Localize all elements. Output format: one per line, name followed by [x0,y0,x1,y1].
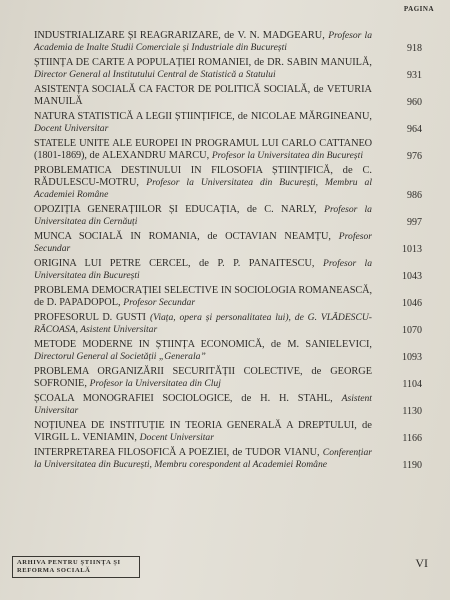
entry-title: METODE MODERNE IN ȘTIINȚA ECONOMICĂ, [34,339,265,350]
contents-entry [34,312,422,336]
entry-title: NATURA STATISTICĂ A LEGII ȘTIINȚIFICE, [34,111,235,122]
contents-entry [34,30,422,54]
entry-by: de [254,57,265,68]
entry-author-role: Director General al Institutului Central de Statistică a Statului [34,69,276,80]
entry-by: de [224,30,235,41]
contents-entry [34,447,422,471]
entry-author: OCTAVIAN NEAMȚU, [225,231,332,242]
entry-page-number: 1130 [402,406,422,417]
entry-page-number: 976 [407,151,422,162]
entry-text [34,57,372,81]
entry-page-number: 918 [407,43,422,54]
entry-author-role: Asistent Universitar [34,393,372,416]
entry-title: MUNCA SOCIALĂ IN ROMANIA, [34,231,200,242]
entry-author: P. P. PANAITESCU, [217,258,315,269]
contents-entry [34,285,422,309]
entry-author: M. SANIELEVICI, [287,339,372,350]
entry-author: V. N. MADGEARU, [237,30,325,41]
entry-by: de [313,84,324,95]
entry-by: de [342,165,353,176]
entry-author-role: Profesor la Universitatea din Cernăuți [34,204,372,227]
entry-text [34,285,372,309]
entry-page-number: 1166 [402,433,422,444]
entry-title: ORIGINA LUI PETRE CERCEL, [34,258,191,269]
contents-entry [34,111,422,135]
entry-by: de [232,447,243,458]
entry-author: VIRGIL L. VENIAMIN, [34,432,137,443]
entry-by: de [241,393,252,404]
entry-title: PROBLEMA DEMOCRAȚIEI SELECTIVE IN SOCIOLOGIA ROMANEASCĂ, [34,285,372,296]
contents-entry [34,165,422,201]
entry-text [34,165,372,201]
entry-author: TUDOR VIANU, [245,447,320,458]
entry-page-number: 931 [407,70,422,81]
entry-title: ȘTIINȚA DE CARTE A POPULAȚIEI ROMANIEI, [34,57,252,68]
entry-text [34,111,372,135]
entry-author: H. H. STAHL, [260,393,333,404]
contents-entry [34,393,422,417]
entry-text [34,393,372,417]
entry-page-number: 960 [407,97,422,108]
entry-author: GEORGE SOFRONIE, [34,366,372,389]
entry-by: de [237,111,248,122]
entry-author-role: Profesor la Academia de Inalte Studii Comerciale și Industriale din București [34,30,372,53]
journal-label-box: ARHIVA PENTRU ȘTIINȚA ȘI REFORMA SOCIALĂ [12,556,140,578]
entry-by: de [89,150,100,161]
page-column-header: PAGINA [403,5,434,13]
entry-author: ALEXANDRU MARCU, [102,150,210,161]
entry-text [34,366,372,390]
entry-author: NICOLAE MĂRGINEANU, [250,111,372,122]
entry-text [34,231,372,255]
page-number-roman: VI [415,556,428,570]
entry-author-role: Profesor Secundar [123,297,196,308]
entry-author-role: Profesor la Universitatea din București [34,258,373,281]
entry-author-role: Docent Universitar [34,123,109,134]
entry-title: ASISTENȚA SOCIALĂ CA FACTOR DE POLITICĂ SOCIALĂ, [34,84,311,95]
entry-author-role: Directorul General al Societății „Generala” [34,351,206,362]
contents-entry [34,366,422,390]
entry-author-role: Profesor Secundar [34,231,373,254]
entry-page-number: 1190 [402,460,422,471]
entry-text [34,312,372,336]
entry-title: NOȚIUNEA DE INSTITUȚIE IN TEORIA GENERALĂ A DREPTULUI, [34,420,357,431]
entry-text [34,258,372,282]
entry-by: de [34,297,44,308]
entry-title: STATELE UNITE ALE EUROPEI IN PROGRAMUL LUI CARLO CATTANEO (1801-1869), [34,138,372,161]
entry-title: INDUSTRIALIZARE ȘI REAGRARIZARE, [34,30,221,41]
entry-by: de [199,258,209,269]
entry-by: de [311,366,322,377]
entry-author: C. NARLY, [264,204,317,215]
contents-entry [34,204,422,228]
entry-text [34,339,372,363]
contents-entry [34,138,422,162]
entry-by: de [270,339,281,350]
entry-page-number: 1104 [402,379,422,390]
entry-page-number: 1043 [402,271,422,282]
entry-author: D. PAPADOPOL, [46,297,121,308]
entry-text [34,420,372,444]
contents-entry [34,420,422,444]
entry-author: C. RĂDULESCU-MOTRU, [34,165,372,188]
entry-text [34,447,372,471]
entry-author: DR. SABIN MANUILĂ, [267,57,372,68]
entry-by: de [362,420,372,431]
contents-entry [34,57,422,81]
entry-author-role: Profesor la Universitatea din București, Membru al Academiei Române [34,177,372,200]
entry-author-role: Profesor la Universitatea din Cluj [89,378,221,389]
entry-text [34,138,372,162]
entry-page-number: 1046 [402,298,422,309]
entry-page-number: 964 [407,124,422,135]
entry-author-role: (Viața, opera și personalitatea lui), de G. VLĂDESCU-RĂCOASA, Asistent Universitar [34,312,372,335]
entry-author: VETURIA MANUILĂ [34,84,372,107]
entry-title: PROBLEMA ORGANIZĂRII SECURITĂȚII COLECTIVE, [34,366,303,377]
entry-text [34,204,372,228]
entry-by: de [246,204,257,215]
contents-entry [34,339,422,363]
contents-entry [34,258,422,282]
entry-author-role: Profesor la Universitatea din București [211,150,363,161]
entry-page-number: 997 [407,217,422,228]
entry-author-role: Docent Universitar [139,432,214,443]
entry-text [34,30,372,54]
contents-entry [34,84,422,108]
entry-title: PROFESORUL D. GUSTI [34,312,146,323]
entry-by: de [207,231,218,242]
contents-list [34,30,422,474]
entry-title: ȘCOALA MONOGRAFIEI SOCIOLOGICE, [34,393,233,404]
entry-author-role: Conferențiar la Universitatea din București, Membru corespondent al Academiei Române [34,447,373,470]
entry-page-number: 1013 [402,244,422,255]
entry-text [34,84,372,108]
entry-title: INTERPRETAREA FILOSOFICĂ A POEZIEI, [34,447,230,458]
entry-title: OPOZIȚIA GENERAȚIILOR ȘI EDUCAȚIA, [34,204,240,215]
entry-page-number: 1093 [402,352,422,363]
entry-page-number: 1070 [402,325,422,336]
entry-page-number: 986 [407,190,422,201]
entry-title: PROBLEMATICA DESTINULUI IN FILOSOFIA ȘTIINȚIFICĂ, [34,165,333,176]
contents-entry [34,231,422,255]
